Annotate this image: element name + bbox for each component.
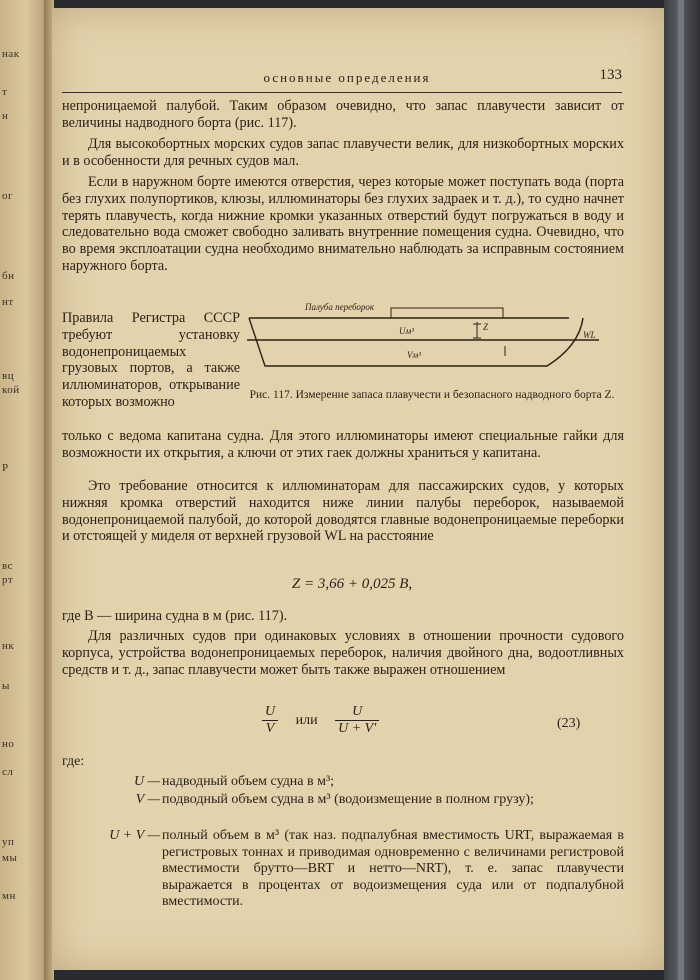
page-number: 133	[599, 67, 622, 83]
book-cover-edge	[664, 0, 700, 980]
left-page-fragment: мн	[2, 890, 16, 902]
definition-text: полный объем в м³ (так наз. подпалубная вместимость URT, выражаемая в регистровых тоннах и приводимая одновременно с величинами регистровой вместимости брутто—BRT и нетто—NRT), т. е. запас плавучести выражается в процентах от водоизмещения суда или от подпалубной вместимости.	[162, 828, 624, 909]
figure-caption: Рис. 117. Измерение запаса плавучести и безопасного надводного борта Z.	[249, 389, 615, 401]
left-page-fragment: ог	[2, 190, 14, 202]
left-page-fragment: т	[2, 86, 8, 98]
book-page	[52, 8, 664, 970]
deck-label: Палуба переборок	[305, 302, 375, 312]
figure-117	[247, 304, 602, 392]
paragraph-4: Это требование относится к иллюминаторам для пассажирских судов, у которых нижняя кромка отверстий находится ниже линии палубы переборок, называемой водонепроницаемой палубой, до которой доводятся главные водонепроницаемые переборки и отстоящей у миделя от верхней грузовой WL на расстояние	[62, 478, 624, 545]
ratio-b-denominator: U + V'	[338, 721, 377, 736]
paragraph-5: где B — ширина судна в м (рис. 117).	[62, 608, 288, 624]
ratio-a-denominator: V	[265, 721, 275, 736]
paragraph-3-end: только с ведома капитана судна. Для этого иллюминаторы имеют специальные гайки для возможности их открытия, а ключи от этих гаек должны храниться у капитана.	[62, 428, 624, 461]
left-page-fragment: бн	[2, 270, 15, 282]
ratio-formula	[262, 704, 462, 744]
volume-v-label: Vм³	[407, 350, 421, 360]
running-head	[62, 67, 622, 90]
adjacent-left-page	[0, 0, 44, 980]
left-page-fragment: нт	[2, 296, 14, 308]
left-page-fragment: мы	[2, 852, 18, 864]
hull-diagram	[247, 304, 602, 386]
paragraph-3-wrap: Правила Регистра СССР требуют установку водонепроницаемых грузовых портов, а также иллюминаторов, открывание которых возможно	[62, 310, 240, 410]
definition-text: надводный объем судна в м³;	[162, 774, 335, 789]
paragraph-6: Для различных судов при одинаковых условиях в отношении прочности судового корпуса, устройства водонепроницаемых переборок, наличия двойного дна, водоотливных средств и т. д., запас плавучести может быть также выражен отношением	[62, 628, 624, 678]
header-rule	[62, 92, 622, 93]
freeboard-z-label: Z	[483, 322, 489, 332]
paragraph-3: Если в наружном борте имеются отверстия, через которые может поступать вода (порта без глухих полупортиков, клюзы, иллюминаторы без глухих задраек и т. д.), то судно начнет терять плавучесть, когда нижние кромки указанных отверстий будут погружаться в воду и следовательно вода сможет свободно заливать внутренние помещения судна. Очевидно, что во время эксплоатации судна необходимо внимательно наблюдать за исправным состоянием наружного борта.	[62, 174, 624, 274]
paragraph-2: Для высокобортных морских судов запас плавучести велик, для низкобортных морских и в особенности для речных судов мал.	[62, 136, 624, 169]
definition-text: подводный объем судна в м³ (водоизмещение в полном грузу);	[162, 792, 534, 807]
ratio-u-over-v	[262, 704, 278, 737]
equation-number: (23)	[557, 716, 581, 731]
left-page-fragment: вс	[2, 560, 14, 572]
definition-term: U + V —	[109, 828, 160, 843]
where-label: где:	[62, 754, 85, 769]
left-page-fragment: сл	[2, 766, 14, 778]
cover-band	[678, 0, 684, 980]
paragraph-1: непроницаемой палубой. Таким образом очевидно, что запас плавучести зависит от величины надводного борта (рис. 117).	[62, 98, 624, 131]
left-page-fragment: рт	[2, 574, 14, 586]
left-page-fragment: уп	[2, 836, 15, 848]
ratio-or: или	[295, 712, 318, 728]
ratio-u-over-u-plus-v	[335, 704, 379, 737]
left-page-fragment: ы	[2, 680, 10, 692]
left-page-fragment: но	[2, 738, 15, 750]
left-page-fragment: кой	[2, 384, 20, 396]
left-page-fragment: Р	[2, 462, 9, 474]
volume-u-label: Uм³	[399, 326, 414, 336]
left-page-fragment: нк	[2, 640, 15, 652]
ratio-a-numerator: U	[262, 704, 278, 721]
waterline-label: WL	[583, 330, 596, 340]
ratio-b-numerator: U	[335, 704, 379, 721]
formula-z: Z = 3,66 + 0,025 B,	[291, 576, 413, 592]
left-page-fragment: н	[2, 110, 9, 122]
definition-term: U —	[133, 774, 160, 789]
left-page-fragment: вц	[2, 370, 15, 382]
left-page-fragment: нак	[2, 48, 20, 60]
definition-term: V —	[135, 792, 160, 807]
running-title: основные определения	[263, 70, 431, 85]
